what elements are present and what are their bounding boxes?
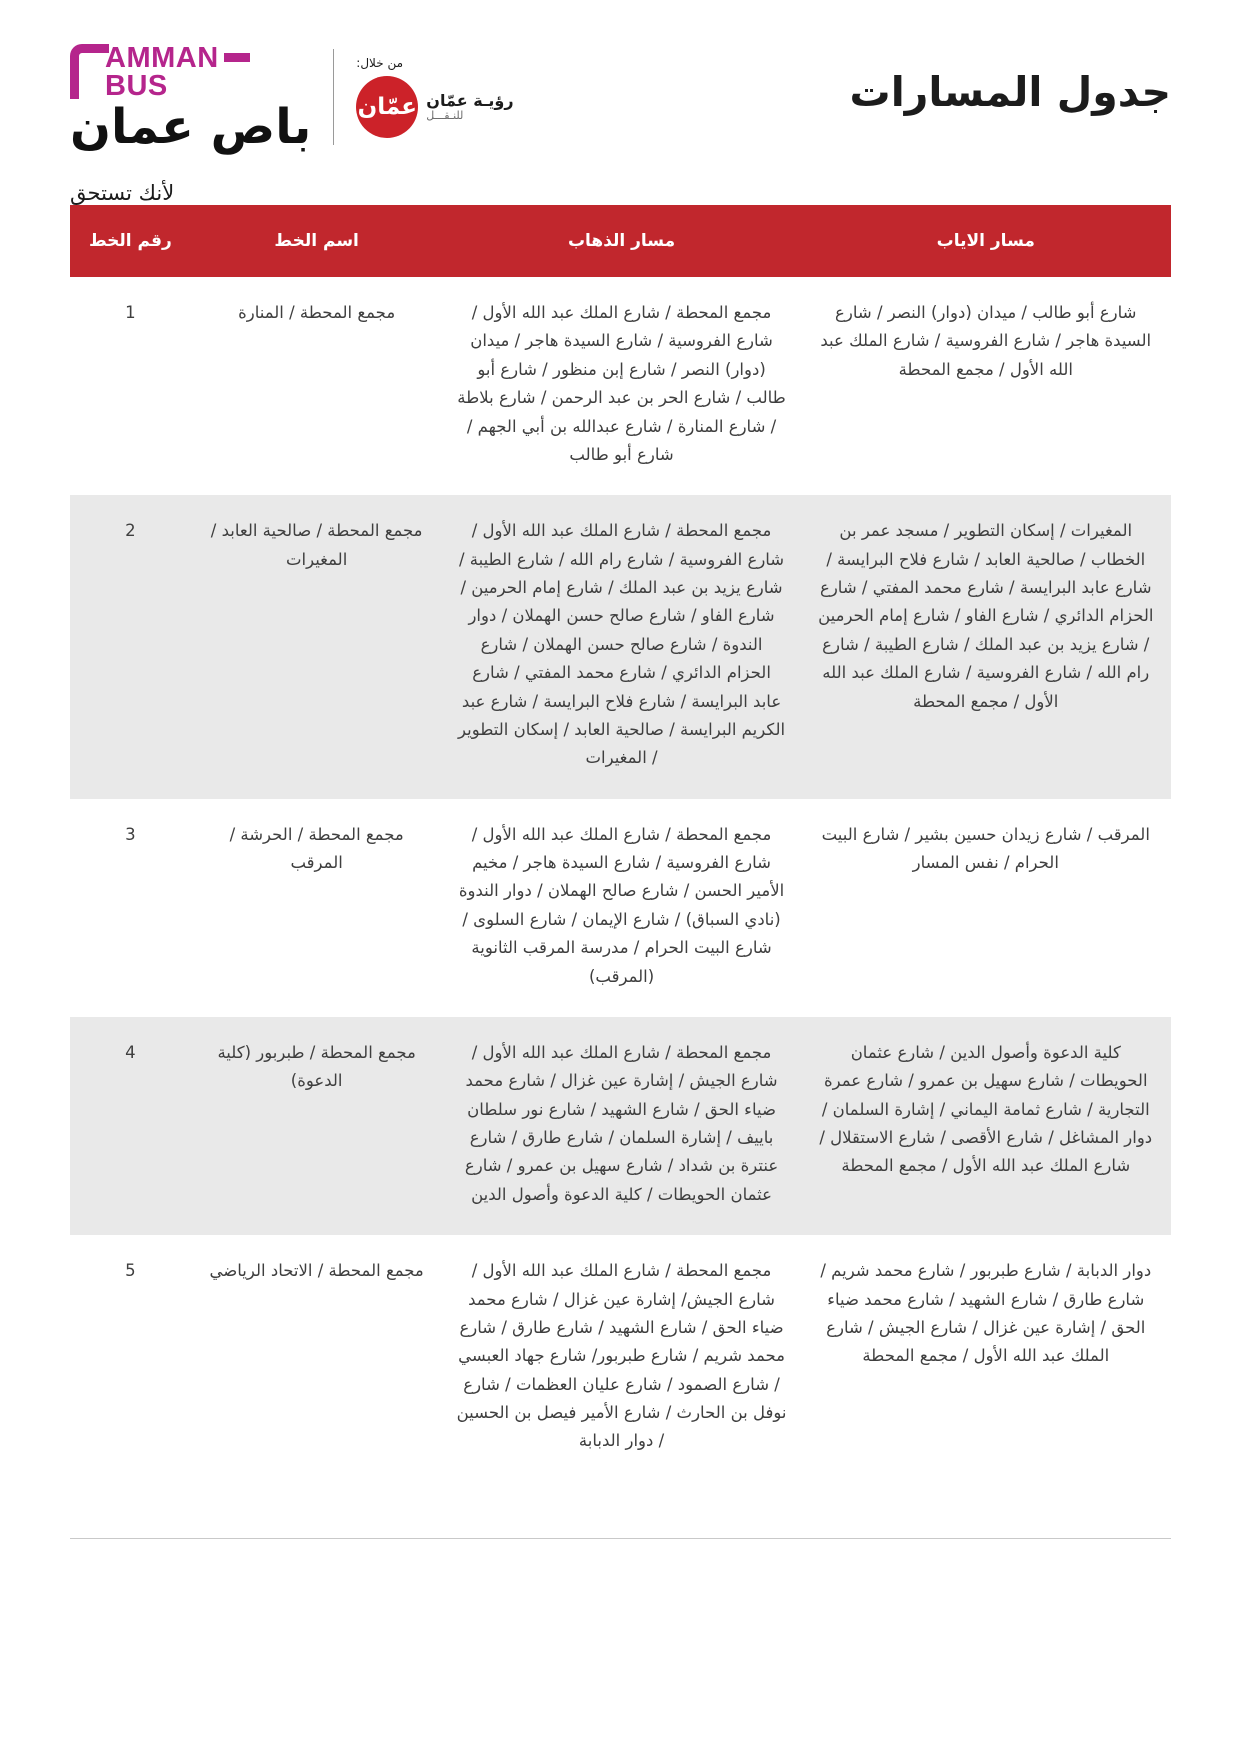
table-row bbox=[70, 277, 1171, 495]
cell-outbound: مجمع المحطة / شارع الملك عبد الله الأول / شارع الفروسية / شارع السيدة هاجر / مخيم الأمير الحسن / شارع صالح الهملان / دوار الندوة (نادي السباق) / شارع الإيمان / شارع السلوى / شارع البيت الحرام / مدرسة المرقب الثانوية (المرقب) bbox=[443, 799, 801, 1017]
partner-words bbox=[426, 92, 513, 123]
tagline: لأنك تستحق bbox=[70, 180, 175, 205]
routes-table-body bbox=[70, 277, 1171, 1482]
column-header-return: مسار الاياب bbox=[801, 205, 1171, 277]
brand-block bbox=[70, 44, 514, 205]
routes-table-head bbox=[70, 205, 1171, 277]
cell-line-name: مجمع المحطة / المنارة bbox=[191, 277, 443, 495]
table-row bbox=[70, 1235, 1171, 1482]
partner-logo bbox=[356, 56, 513, 138]
column-header-line-number: رقم الخط bbox=[70, 205, 191, 277]
amman-bus-latin-line2: BUS bbox=[105, 70, 168, 103]
cell-line-name: مجمع المحطة / الاتحاد الرياضي bbox=[191, 1235, 443, 1482]
cell-line-number: 3 bbox=[70, 799, 191, 1017]
column-header-outbound: مسار الذهاب bbox=[443, 205, 801, 277]
page-title: جدول المسارات bbox=[849, 68, 1171, 116]
brand-divider bbox=[333, 49, 334, 145]
cell-line-number: 1 bbox=[70, 277, 191, 495]
cell-outbound: مجمع المحطة / شارع الملك عبد الله الأول / شارع الجيش/ إشارة عين غزال / شارع محمد ضياء الحق / شارع الشهيد / شارع طارق / شارع محمد شريم / شارع طبربور/ شارع جهاد العبسي / شارع الصمود / شارع عليان العظمات / شارع نوفل بن الحارث / شارع الأمير فيصل بن الحسين / دوار الدبابة bbox=[443, 1235, 801, 1482]
partner-lockup bbox=[356, 76, 513, 138]
partner-seal-icon: عمّان bbox=[356, 76, 418, 138]
partner-subtitle: للنـقـــل bbox=[426, 109, 464, 123]
table-row bbox=[70, 1017, 1171, 1235]
amman-bus-words bbox=[105, 44, 219, 101]
routes-table-container bbox=[0, 205, 1241, 1482]
amman-bus-arabic-wordmark: باص عمان bbox=[70, 98, 312, 155]
amman-bus-latin-lockup bbox=[70, 44, 250, 101]
cell-line-number: 5 bbox=[70, 1235, 191, 1482]
routes-table-header-row bbox=[70, 205, 1171, 277]
cell-outbound: مجمع المحطة / شارع الملك عبد الله الأول / شارع الفروسية / شارع السيدة هاجر / ميدان (دوار) النصر / شارع إبن منظور / شارع أبو طالب / شارع الحر بن عبد الرحمن / شارع بلاطة / شارع المنارة / شارع عبدالله بن أبي الجهم / شارع أبو طالب bbox=[443, 277, 801, 495]
brand-row bbox=[70, 42, 514, 155]
routes-table bbox=[70, 205, 1171, 1482]
partner-name: رؤيـة عمّان bbox=[426, 90, 514, 110]
cell-return: شارع أبو طالب / ميدان (دوار) النصر / شارع السيدة هاجر / شارع الفروسية / شارع الملك عبد الله الأول / مجمع المحطة bbox=[801, 277, 1171, 495]
cell-outbound: مجمع المحطة / شارع الملك عبد الله الأول / شارع الجيش / إشارة عين غزال / شارع محمد ضياء الحق / شارع الشهيد / شارع نور سلطان باييف / إشارة السلمان / شارع طارق / شارع عنترة بن شداد / شارع سهيل بن عمرو / شارع عثمان الحويطات / كلية الدعوة وأصول الدين bbox=[443, 1017, 801, 1235]
table-row bbox=[70, 799, 1171, 1017]
cell-line-number: 4 bbox=[70, 1017, 191, 1235]
amman-bus-latin-line1: AMMAN bbox=[105, 42, 219, 74]
column-header-line-name: اسم الخط bbox=[191, 205, 443, 277]
table-row bbox=[70, 495, 1171, 798]
cell-line-name: مجمع المحطة / الحرشة / المرقب bbox=[191, 799, 443, 1017]
through-label: من خلال: bbox=[356, 56, 404, 71]
dash-icon bbox=[224, 53, 250, 62]
cell-line-name: مجمع المحطة / طبربور (كلية الدعوة) bbox=[191, 1017, 443, 1235]
cell-outbound: مجمع المحطة / شارع الملك عبد الله الأول / شارع الفروسية / شارع رام الله / شارع الطيبة / شارع يزيد بن عبد الملك / شارع إمام الحرمين / شارع الفاو / شارع صالح حسن الهملان / دوار الندوة / شارع صالح حسن الهملان / شارع الحزام الدائري / شارع محمد المفتي / شارع عابد البرايسة / شارع فلاح البرايسة / شارع عبد الكريم البرايسة / صالحية العابد / إسكان التطوير / المغيرات bbox=[443, 495, 801, 798]
amman-bus-logo bbox=[70, 42, 312, 155]
cell-return: المغيرات / إسكان التطوير / مسجد عمر بن الخطاب / صالحية العابد / شارع فلاح البرايسة / شارع عابد البرايسة / شارع محمد المفتي / شارع الحزام الدائري / شارع الفاو / شارع إمام الحرمين / شارع يزيد بن عبد الملك / شارع الطيبة / شارع رام الله / شارع الفروسية / شارع الملك عبد الله الأول / مجمع المحطة bbox=[801, 495, 1171, 798]
cell-return: المرقب / شارع زيدان حسين بشير / شارع البيت الحرام / نفس المسار bbox=[801, 799, 1171, 1017]
cell-line-number: 2 bbox=[70, 495, 191, 798]
cell-line-name: مجمع المحطة / صالحية العابد / المغيرات bbox=[191, 495, 443, 798]
document-header bbox=[0, 0, 1241, 205]
cell-return: دوار الدبابة / شارع طبربور / شارع محمد شريم / شارع طارق / شارع الشهيد / شارع محمد ضياء الحق / إشارة عين غزال / شارع الجيش / شارع الملك عبد الله الأول / مجمع المحطة bbox=[801, 1235, 1171, 1482]
cell-return: كلية الدعوة وأصول الدين / شارع عثمان الحويطات / شارع سهيل بن عمرو / شارع عمرة التجارية / شارع ثمامة اليماني / إشارة السلمان / دوار المشاغل / شارع الأقصى / شارع الاستقلال / شارع الملك عبد الله الأول / مجمع المحطة bbox=[801, 1017, 1171, 1235]
bracket-icon bbox=[70, 44, 100, 90]
footer-divider bbox=[70, 1538, 1171, 1539]
